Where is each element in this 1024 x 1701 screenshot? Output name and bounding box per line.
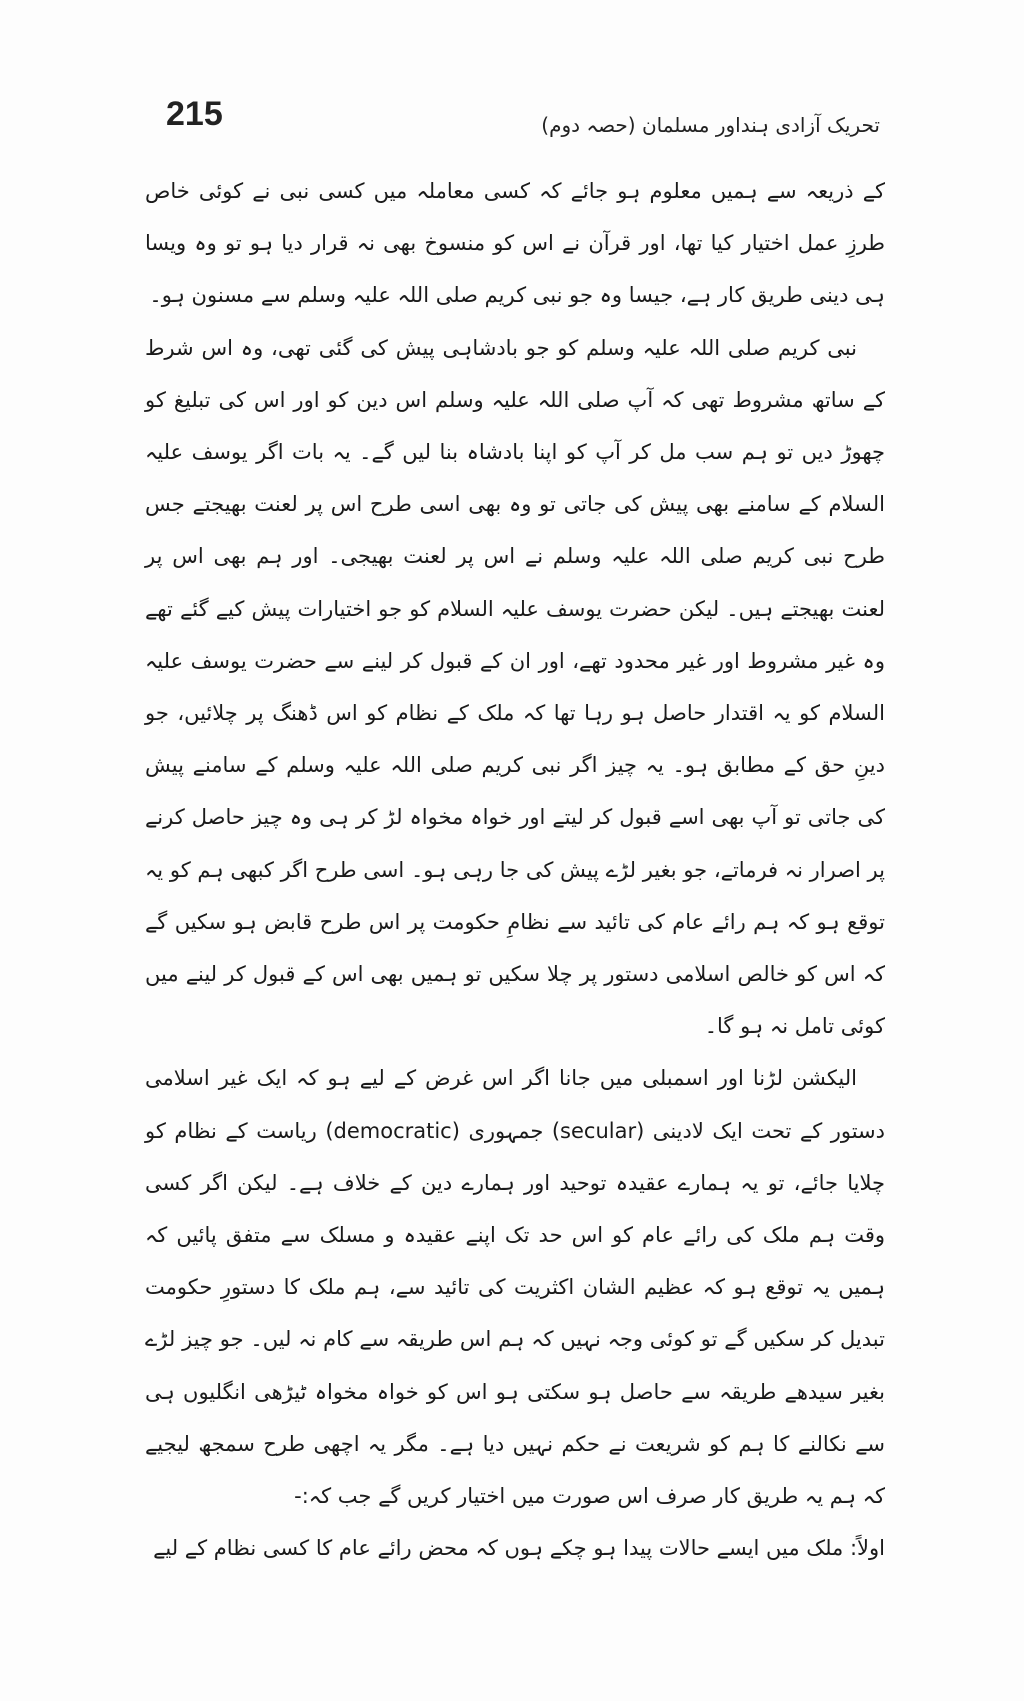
body-text xyxy=(145,165,885,1574)
page-header xyxy=(160,95,880,155)
paragraph-3: الیکشن لڑنا اور اسمبلی میں جانا اگر اس غرض کے لیے ہو کہ ایک غیر اسلامی دستور کے تحت ایک لادینی (secular) جمہوری (democratic) ریاست کے نظام کو چلایا جائے، تو یہ ہمارے عقیدہ توحید اور ہمارے دین کے خلاف ہے۔ لیکن اگر کسی وقت ہم ملک کی رائے عام کو اس حد تک اپنے عقیدہ و مسلک سے متفق پائیں کہ ہمیں یہ توقع ہو کہ عظیم الشان اکثریت کی تائید سے، ہم ملک کا دستورِ حکومت تبدیل کر سکیں گے تو کوئی وجہ نہیں کہ ہم اس طریقہ سے کام نہ لیں۔ جو چیز لڑے بغیر سیدھے طریقہ سے حاصل ہو سکتی ہو اس کو خواہ مخواہ ٹیڑھی انگلیوں ہی سے نکالنے کا ہم کو شریعت نے حکم نہیں دیا ہے۔ مگر یہ اچھی طرح سمجھ لیجیے کہ ہم یہ طریق کار صرف اس صورت میں اختیار کریں گے جب کہ:- xyxy=(145,1066,885,1509)
paragraph-1: کے ذریعہ سے ہمیں معلوم ہو جائے کہ کسی معاملہ میں کسی نبی نے کوئی خاص طرزِ عمل اختیار کیا تھا، اور قرآن نے اس کو منسوخ بھی نہ قرار دیا ہو تو وہ ویسا ہی دینی طریق کار ہے، جیسا وہ جو نبی کریم صلی اللہ علیہ وسلم سے مسنون ہو۔ xyxy=(145,179,885,308)
running-head: تحریک آزادی ہنداور مسلمان (حصہ دوم) xyxy=(541,113,880,137)
page-number: 215 xyxy=(166,95,223,133)
paragraph-4: اولاً: ملک میں ایسے حالات پیدا ہو چکے ہوں کہ محض رائے عام کا کسی نظام کے لیے xyxy=(153,1536,885,1561)
paragraph-2: نبی کریم صلی اللہ علیہ وسلم کو جو بادشاہی پیش کی گئی تھی، وہ اس شرط کے ساتھ مشروط تھی کہ آپ صلی اللہ علیہ وسلم اس دین کو اور اس کی تبلیغ کو چھوڑ دیں تو ہم سب مل کر آپ کو اپنا بادشاہ بنا لیں گے۔ یہ بات اگر یوسف علیہ السلام کے سامنے بھی پیش کی جاتی تو وہ بھی اسی طرح اس پر لعنت بھیجتے جس طرح نبی کریم صلی اللہ علیہ وسلم نے اس پر لعنت بھیجی۔ اور ہم بھی اس پر لعنت بھیجتے ہیں۔ لیکن حضرت یوسف علیہ السلام کو جو اختیارات پیش کیے گئے تھے وہ غیر مشروط اور غیر محدود تھے، اور ان کے قبول کر لینے سے حضرت یوسف علیہ السلام کو یہ اقتدار حاصل ہو رہا تھا کہ ملک کے نظام کو اس ڈھنگ پر چلائیں، جو دینِ حق کے مطابق ہو۔ یہ چیز اگر نبی کریم صلی اللہ علیہ وسلم کے سامنے پیش کی جاتی تو آپ بھی اسے قبول کر لیتے اور خواہ مخواہ لڑ کر ہی وہ چیز حاصل کرنے پر اصرار نہ فرماتے، جو بغیر لڑے پیش کی جا رہی ہو۔ اسی طرح اگر کبھی ہم کو یہ توقع ہو کہ ہم رائے عام کی تائید سے نظامِ حکومت پر اس طرح قابض ہو سکیں گے کہ اس کو خالص اسلامی دستور پر چلا سکیں تو ہمیں بھی اس کے قبول کر لینے میں کوئی تامل نہ ہو گا۔ xyxy=(145,335,885,1039)
